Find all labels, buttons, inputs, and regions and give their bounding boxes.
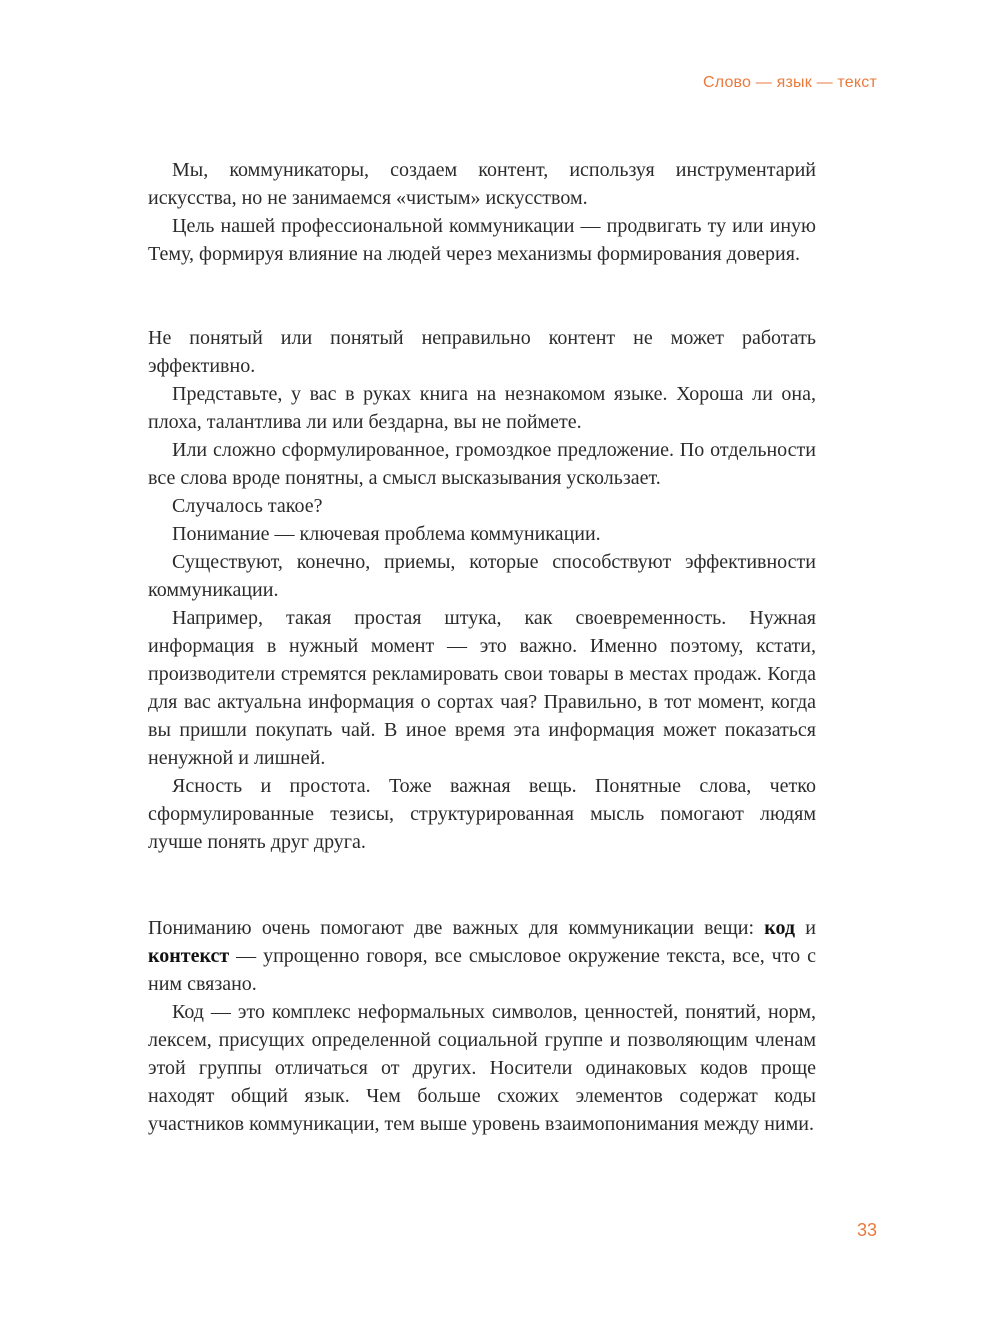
paragraph: Не понятый или понятый неправильно контент не может работать эффективно. (148, 327, 816, 377)
page-number: 33 (856, 1220, 877, 1240)
paragraph: Например, такая простая штука, как своевременность. Нужная информация в нужный момент — это важно. Именно поэтому, кстати, производители стремятся рекламировать свои товары в местах продаж. Когда для вас актуальна информация о сортах чая? Правильно, в тот момент, когда вы пришли покупать чай. В иное время эта информация может показаться ненужной и лишней. (148, 607, 816, 769)
intro-text: и (795, 917, 816, 939)
paragraph: Мы, коммуникаторы, создаем контент, используя инструментарий искусства, но не занимаемся «чистым» искусством. (148, 159, 816, 209)
paragraph: Ясность и простота. Тоже важная вещь. Понятные слова, четко сформулированные тезисы, структурированная мысль помогают людям лучше понять друг друга. (148, 775, 816, 853)
text-section (148, 324, 816, 856)
text-section (148, 156, 816, 268)
term-context: контекст (148, 945, 230, 967)
term-code: код (764, 917, 796, 939)
paragraph-intro (148, 914, 816, 998)
paragraph: Код — это комплекс неформальных символов, ценностей, понятий, норм, лексем, присущих определенной социальной группе и позволяющим членам этой группы отличаться от других. Носители одинаковых кодов проще находят общий язык. Чем больше схожих элементов содержат коды участников коммуникации, тем выше уровень взаимопонимания между ними. (148, 1001, 816, 1135)
paragraph: Представьте, у вас в руках книга на незнакомом языке. Хороша ли она, плоха, талантлива ли или бездарна, вы не поймете. (148, 383, 816, 433)
paragraph: Случалось такое? (172, 495, 323, 517)
text-section (148, 914, 816, 1138)
paragraph: Существуют, конечно, приемы, которые способствуют эффективности коммуникации. (148, 551, 816, 601)
paragraph: Понимание — ключевая проблема коммуникации. (172, 523, 601, 545)
intro-text: — упрощенно говоря, все смысловое окружение текста, все, что с ним связано. (148, 945, 816, 995)
paragraph: Цель нашей профессиональной коммуникации — продвигать ту или иную Тему, формируя влияние на людей через механизмы формирования доверия. (148, 215, 816, 265)
intro-text: Пониманию очень помогают две важных для коммуникации вещи: (148, 917, 765, 939)
running-header: Слово — язык — текст (702, 74, 877, 91)
paragraph: Или сложно сформулированное, громоздкое предложение. По отдельности все слова вроде понятны, а смысл высказывания ускользает. (148, 439, 816, 489)
